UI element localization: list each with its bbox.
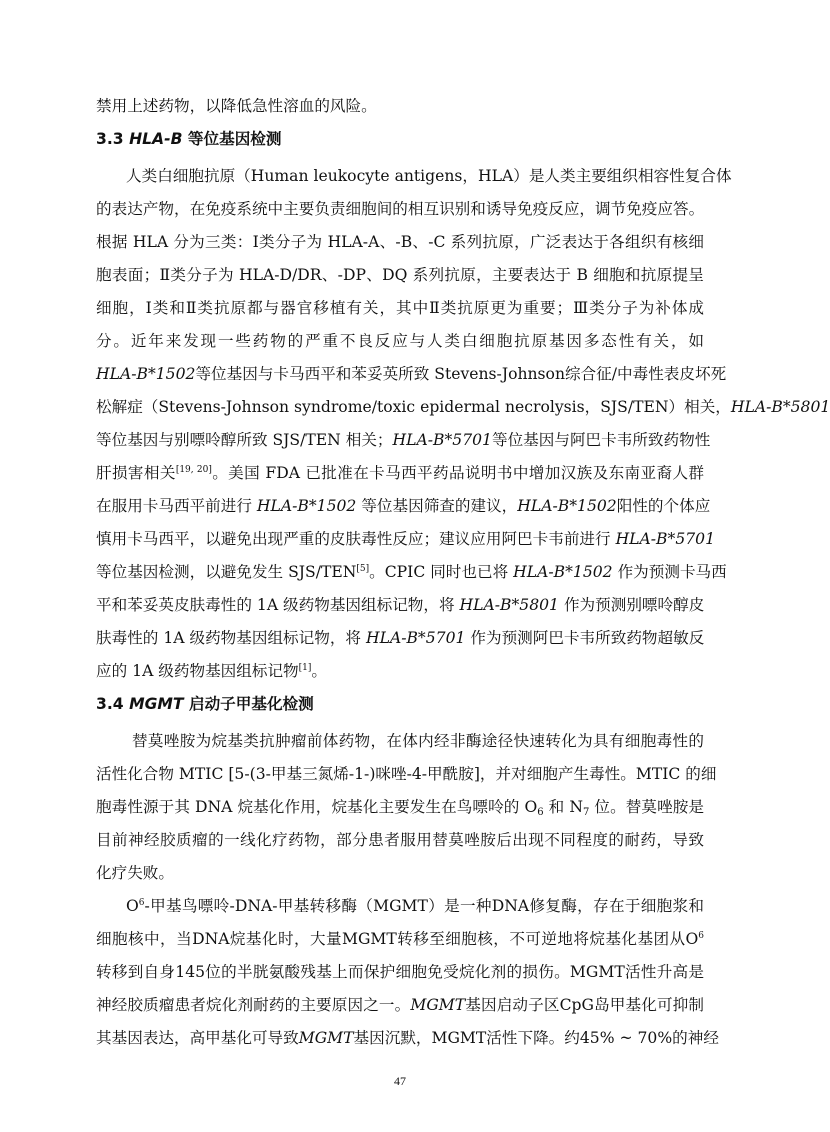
paragraph-line: 平和苯妥英皮肤毒性的 1A 级药物基因组标记物，将 HLA-B*5801 作为预测别嘌呤醇皮 <box>96 596 705 614</box>
paragraph-line: 胞毒性源于其 DNA 烷基化作用，烷基化主要发生在鸟嘌呤的 $O_6$ 和 $N_7$ 位。替莫唑胺是 <box>96 798 704 818</box>
paragraph-line: 松解症（Stevens-Johnson syndrome/toxic epidermal necrolysis，SJS/TEN）相关，HLA-B*5801 <box>96 398 830 416</box>
paragraph-line: 肝损害相关[19, 20]。美国 FDA 已批准在卡马西平药品说明书中增加汉族及东南亚裔人群 <box>96 464 704 482</box>
paragraph-line: 目前神经胶质瘤的一线化疗药物，部分患者服用替莫唑胺后出现不同程度的耐药，导致 <box>96 831 704 849</box>
paragraph-line: 在服用卡马西平前进行 HLA-B*1502 等位基因筛查的建议，HLA-B*1502阳性的个体应 <box>96 497 711 515</box>
paragraph-line: 活性化合物 MTIC [5-(3-甲基三氮烯-1-)咪唑-4-甲酰胺]，并对细胞产生毒性。MTIC 的细 <box>96 765 717 783</box>
paragraph-line: 的表达产物，在免疫系统中主要负责细胞间的相互识别和诱导免疫反应，调节免疫应答。 <box>96 200 705 218</box>
section-heading-3-4: 3.4 MGMT 启动子甲基化检测 <box>96 695 314 713</box>
paragraph-line: 慎用卡马西平，以避免出现严重的皮肤毒性反应；建议应用阿巴卡韦前进行 HLA-B*5701 <box>96 530 716 548</box>
section-heading-3-3: 3.3 HLA-B 等位基因检测 <box>96 130 282 148</box>
paragraph-line: 其基因表达，高甲基化可导致MGMT基因沉默，MGMT活性下降。约45% ~ 70%的神经 <box>96 1029 719 1047</box>
paragraph-line: $O^6-$甲基鸟嘌呤-DNA-甲基转移酶（MGMT）是一种DNA修复酶，存在于细胞浆和 <box>126 897 704 915</box>
paragraph-line: 人类白细胞抗原（Human leukocyte antigens，HLA）是人类主要组织相容性复合体 <box>126 167 732 185</box>
paragraph-line: 分。近年来发现一些药物的严重不良反应与人类白细胞抗原基因多态性有关，如 <box>96 332 704 350</box>
citation: [5] <box>356 564 370 574</box>
paragraph-line: 神经胶质瘤患者烷化剂耐药的主要原因之一。MGMT基因启动子区CpG岛甲基化可抑制 <box>96 996 704 1014</box>
paragraph-line: 等位基因检测，以避免发生 SJS/TEN[5]。CPIC 同时也已将 HLA-B*1502 作为预测卡马西 <box>96 563 727 581</box>
paragraph-line: 细胞核中，当DNA烷基化时，大量MGMT转移至细胞核，不可逆地将烷基化基团从$O^6$ <box>96 930 704 948</box>
paragraph-line: 肤毒性的 1A 级药物基因组标记物，将 HLA-B*5701 作为预测阿巴卡韦所致药物超敏反 <box>96 629 705 647</box>
paragraph-line: HLA-B*1502等位基因与卡马西平和苯妥英所致 Stevens-Johnson综合征/中毒性表皮坏死 <box>96 365 727 383</box>
paragraph-line: 细胞，Ⅰ类和Ⅱ类抗原都与器官移植有关，其中Ⅱ类抗原更为重要；Ⅲ类分子为补体成 <box>96 299 704 317</box>
paragraph-line: 根据 HLA 分为三类：Ⅰ类分子为 HLA-A、-B、-C 系列抗原，广泛表达于各组织有核细 <box>96 233 704 251</box>
paragraph-line: 胞表面；Ⅱ类分子为 HLA-D/DR、-DP、DQ 系列抗原，主要表达于 B 细胞和抗原提呈 <box>96 266 704 284</box>
paragraph-line: 替莫唑胺为烷基类抗肿瘤前体药物，在体内经非酶途径快速转化为具有细胞毒性的 <box>132 732 704 750</box>
citation: [1] <box>298 663 312 673</box>
page-number: 47 <box>394 1074 406 1088</box>
paragraph-line: 等位基因与别嘌呤醇所致 SJS/TEN 相关；HLA-B*5701等位基因与阿巴卡韦所致药物性 <box>96 431 711 449</box>
paragraph-line: 禁用上述药物，以降低急性溶血的风险。 <box>96 97 377 115</box>
citation: [19, 20] <box>175 465 212 475</box>
paragraph-line: 转移到自身145位的半胱氨酸残基上而保护细胞免受烷化剂的损伤。MGMT活性升高是 <box>96 963 704 981</box>
paragraph-line: 应的 1A 级药物基因组标记物[1]。 <box>96 662 327 680</box>
paragraph-line: 化疗失败。 <box>96 864 174 882</box>
